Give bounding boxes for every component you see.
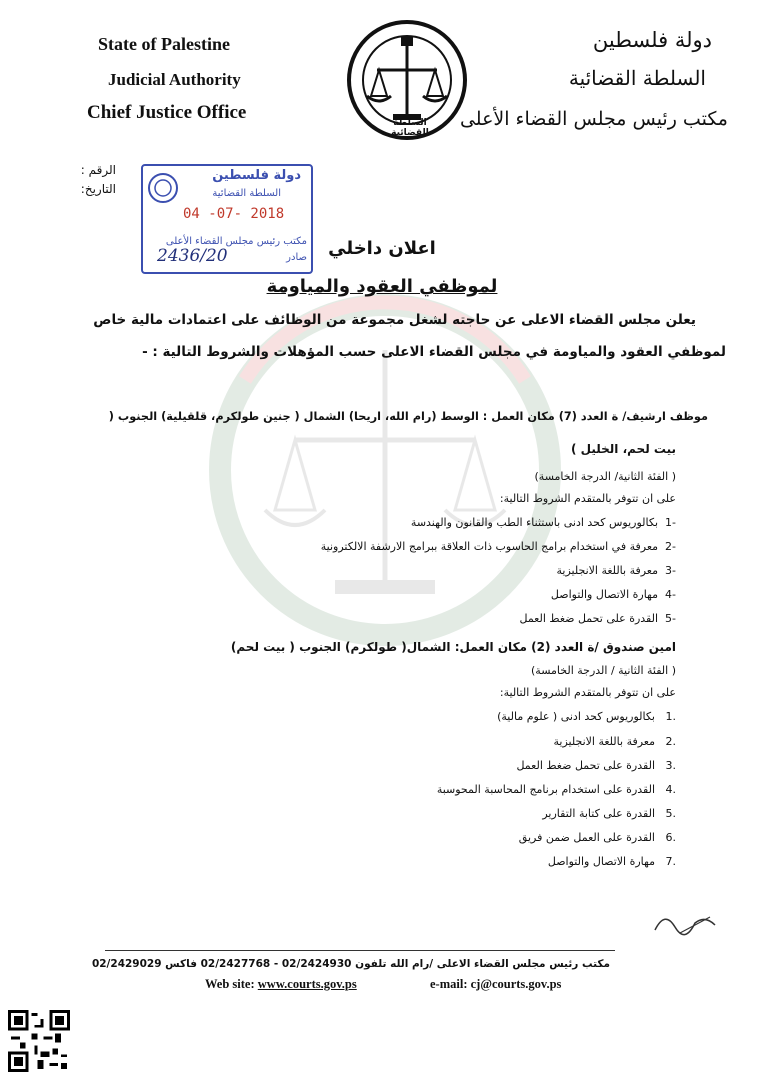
website-link[interactable]: www.courts.gov.ps — [257, 977, 357, 991]
footer-contact: مكتب رئيس مجلس القضاء الاعلى /رام الله تلفون 02/2424930 - 02/2427768 فاكس 02/2429029 — [91, 958, 610, 970]
item-number: -2 — [665, 540, 676, 553]
stamp-line-1: دولة فلسطين — [212, 168, 301, 183]
job2-item — [497, 710, 676, 723]
website-label: Web site: — [205, 977, 255, 991]
footer-website-row — [205, 977, 357, 992]
header-en-line-1: State of Palestine — [98, 34, 230, 54]
job2-item — [519, 831, 676, 844]
item-number: -5 — [665, 612, 676, 625]
item-number: -3 — [665, 564, 676, 577]
intro-line-2: لموظفي العقود والمياومة في مجلس القضاء الاعلى حسب المؤهلات والشروط التالية : - — [142, 344, 726, 360]
announcement-subtitle: لموظفي العقود والمياومة — [266, 276, 498, 297]
item-text: القدرة على تحمل ضغط العمل — [519, 612, 659, 625]
item-text: معرفة باللغة الانجليزية — [553, 735, 655, 748]
header-ar-line-3: مكتب رئيس مجلس القضاء الأعلى — [459, 108, 728, 130]
job2-item — [553, 735, 676, 748]
item-text: القدرة على العمل ضمن فريق — [518, 831, 655, 844]
stamp-line-2: السلطة القضائية — [212, 188, 281, 199]
item-number: .3 — [665, 759, 676, 772]
item-text: القدرة على تحمل ضغط العمل — [516, 759, 655, 772]
item-number: .6 — [665, 831, 676, 844]
intro-line-1: يعلن مجلس القضاء الاعلى عن حاجته لشغل مجموعة من الوظائف على اعتمادات مالية خاص — [93, 312, 696, 328]
job1-item — [519, 612, 676, 625]
signature-icon — [650, 905, 720, 940]
announcement-title: اعلان داخلي — [328, 238, 436, 259]
seal-caption: السلطة القضائية — [391, 118, 429, 138]
job1-item — [551, 588, 676, 601]
header-ar-line-2: السلطة القضائية — [568, 66, 706, 90]
job2-item — [548, 855, 676, 868]
job1-category: ( الفئة الثانية/ الدرجة الخامسة) — [534, 470, 676, 483]
job2-conditions-intro: على ان تتوفر بالمتقدم الشروط التالية: — [499, 686, 676, 699]
item-text: مهارة الاتصال والتواصل — [550, 588, 659, 601]
item-text: معرفة باللغة الانجليزية — [556, 564, 659, 577]
ref-date-label: التاريخ: — [80, 182, 116, 196]
job1-item — [321, 540, 676, 553]
stamp-handwritten-number: 2436/20 — [157, 246, 228, 266]
footer-divider — [105, 950, 615, 951]
header-en-line-2: Judicial Authority — [108, 70, 241, 89]
job2-item — [516, 759, 676, 772]
item-text: القدرة على كتابة التقارير — [542, 807, 655, 820]
item-text: القدرة على استخدام برنامج المحاسبة المحوسبة — [436, 783, 655, 796]
header-ar-line-1: دولة فلسطين — [592, 28, 712, 52]
job1-heading-line-2: بيت لحم، الخليل ) — [570, 442, 676, 456]
job2-category: ( الفئة الثانية / الدرجة الخامسة) — [531, 664, 676, 677]
job1-conditions-intro: على ان تتوفر بالمتقدم الشروط التالية: — [499, 492, 676, 505]
item-text: معرفة في استخدام برامج الحاسوب ذات العلاقة ببرامج الارشفة الالكترونية — [320, 540, 659, 553]
job2-heading: امين صندوق /ة العدد (2) مكان العمل: الشمال( طولكرم) الجنوب ( بيت لحم) — [230, 640, 676, 654]
email-label: e-mail: — [430, 977, 468, 991]
item-text: بكالوريوس كحد ادنى ( علوم مالية) — [497, 710, 655, 723]
stamp-date: 04 -07- 2018 — [183, 206, 285, 222]
item-number: .5 — [665, 807, 676, 820]
item-number: .1 — [665, 710, 676, 723]
qr-code-icon[interactable] — [8, 1010, 70, 1072]
stamp-seal-icon — [147, 172, 179, 204]
job1-item — [557, 564, 677, 577]
job2-item — [437, 783, 676, 796]
stamp-line-3: مكتب رئيس مجلس القضاء الأعلى — [165, 236, 307, 247]
stamp-line-4: صادر — [286, 252, 307, 263]
email-link[interactable]: cj@courts.gov.ps — [470, 977, 562, 991]
ref-number-label: الرقم : — [80, 163, 116, 177]
item-number: .4 — [665, 783, 676, 796]
item-text: بكالوريوس كحد ادنى باستثناء الطب والقانون والهندسة — [410, 516, 659, 529]
item-number: -1 — [665, 516, 676, 529]
job2-item — [542, 807, 676, 820]
item-number: -4 — [665, 588, 676, 601]
job1-heading-line-1: موظف ارشيف/ ة العدد (7) مكان العمل : الوسط (رام الله، اريحا) الشمال ( جنين طولكرم، قلقيلية) الجنوب ( — [108, 410, 708, 423]
footer-email-row — [430, 977, 561, 992]
header-en-line-3: Chief Justice Office — [87, 102, 247, 123]
job1-item — [411, 516, 676, 529]
item-number: .7 — [665, 855, 676, 868]
item-text: مهارة الاتصال والتواصل — [547, 855, 655, 868]
item-number: .2 — [665, 735, 676, 748]
